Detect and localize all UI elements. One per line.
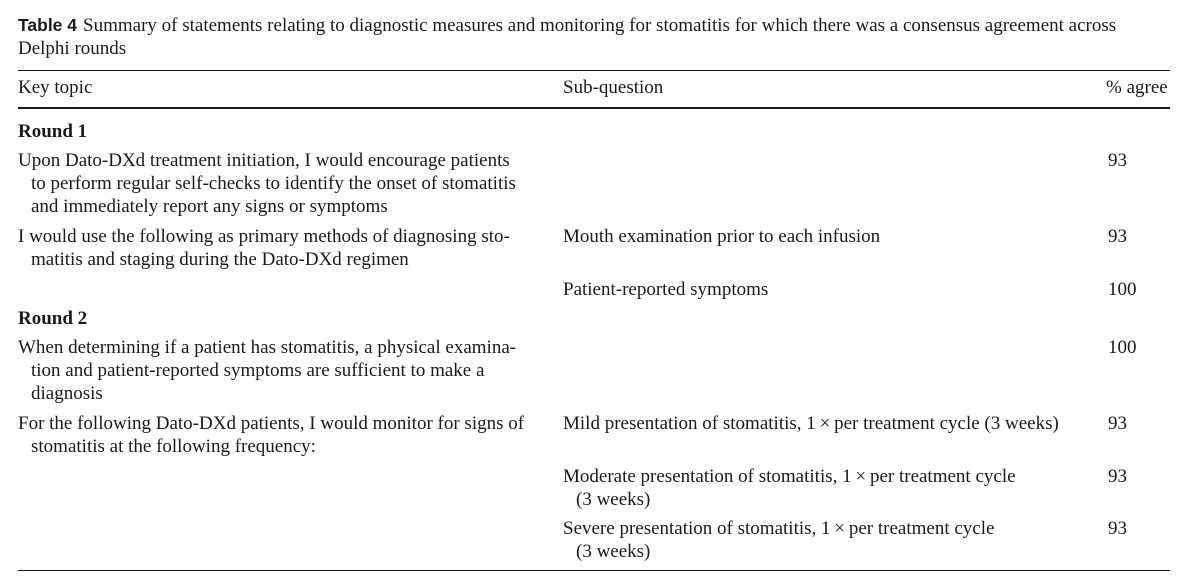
top-rule — [18, 70, 1170, 71]
agree-value: 93 — [1108, 413, 1127, 434]
sub-line: Mild presentation of stomatitis, 1 × per treatment cycle (3 weeks) — [563, 413, 1059, 434]
key-line: matitis and staging during the Dato-DXd regimen — [31, 249, 409, 270]
sub-line: Patient-reported symptoms — [563, 279, 769, 300]
agree-value: 100 — [1108, 279, 1137, 300]
sub-question-cell — [563, 412, 1059, 435]
key-line: Upon Dato-DXd treatment initiation, I would encourage patients — [18, 150, 510, 171]
table-label: Table 4 — [18, 15, 78, 35]
key-line: stomatitis at the following frequency: — [31, 436, 316, 457]
table-caption — [18, 14, 1170, 60]
table-row-key-topic — [18, 225, 510, 271]
header-sub-question: Sub-question — [563, 77, 664, 98]
header-rule — [18, 107, 1170, 109]
header-key-topic: Key topic — [18, 77, 93, 98]
round-2-heading: Round 2 — [18, 308, 88, 329]
round-1-heading: Round 1 — [18, 121, 88, 142]
sub-line: Moderate presentation of stomatitis, 1 × per treatment cycle — [563, 466, 1016, 487]
agree-value: 93 — [1108, 150, 1127, 171]
caption-text-line1: Summary of statements relating to diagnostic measures and monitoring for stomatitis for which there was a consensus agreement across — [83, 15, 1117, 36]
sub-question-cell — [563, 517, 994, 563]
agree-value: 93 — [1108, 518, 1127, 539]
key-line: and immediately report any signs or symptoms — [31, 196, 388, 217]
header-percent-agree: % agree — [1106, 77, 1168, 98]
table-row-key-topic — [18, 412, 524, 458]
table-row-key-topic — [18, 336, 516, 405]
sub-line: (3 weeks) — [576, 541, 651, 562]
key-line: When determining if a patient has stomatitis, a physical examina- — [18, 337, 517, 358]
table-container — [18, 10, 1170, 562]
table-row-key-topic — [18, 149, 516, 218]
caption-text-line2: Delphi rounds — [18, 38, 127, 59]
agree-value: 100 — [1108, 337, 1137, 358]
key-line: to perform regular self-checks to identify the onset of stomatitis — [31, 173, 516, 194]
sub-line: Mouth examination prior to each infusion — [563, 226, 881, 247]
sub-line: (3 weeks) — [576, 489, 651, 510]
sub-question-cell — [563, 225, 880, 248]
key-line: tion and patient-reported symptoms are sufficient to make a — [31, 360, 485, 381]
bottom-rule — [18, 570, 1170, 571]
agree-value: 93 — [1108, 466, 1127, 487]
key-line: For the following Dato-DXd patients, I would monitor for signs of — [18, 413, 525, 434]
sub-line: Severe presentation of stomatitis, 1 × per treatment cycle — [563, 518, 995, 539]
key-line: diagnosis — [31, 383, 103, 404]
key-line: I would use the following as primary methods of diagnosing sto- — [18, 226, 510, 247]
agree-value: 93 — [1108, 226, 1127, 247]
sub-question-cell — [563, 465, 1016, 511]
sub-question-cell — [563, 278, 768, 301]
